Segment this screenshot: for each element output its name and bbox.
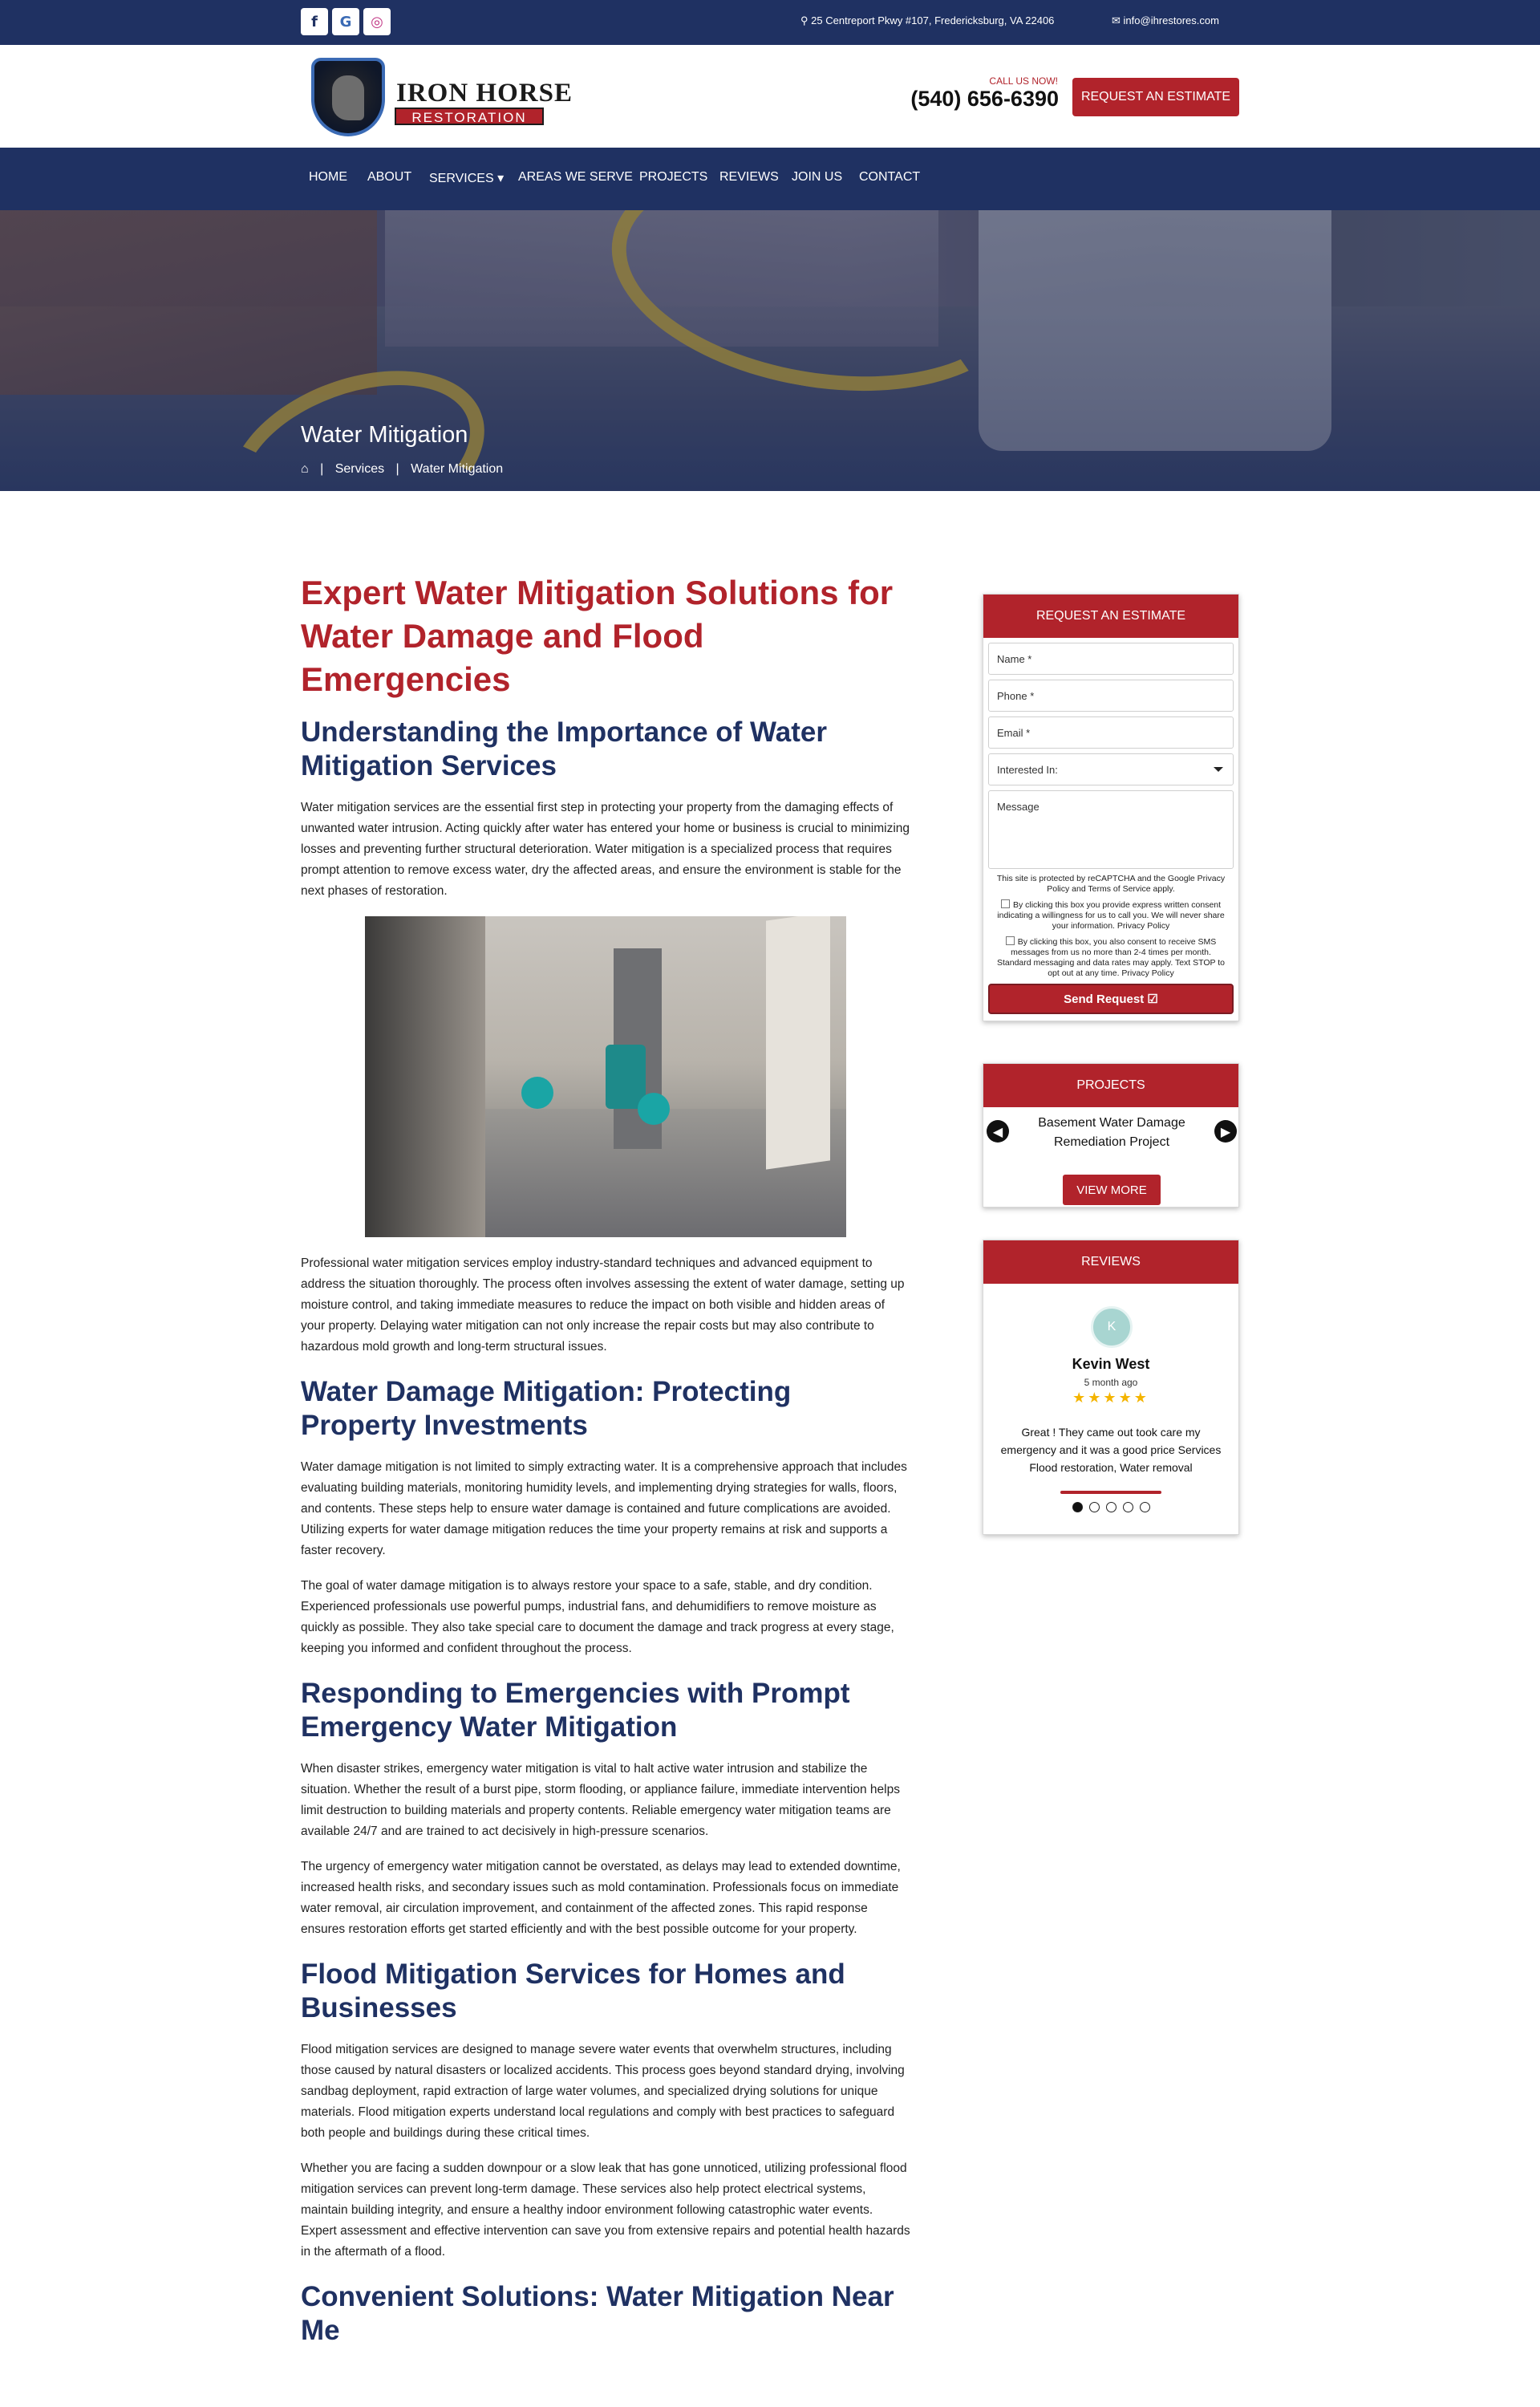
reviews-widget bbox=[983, 1240, 1239, 1535]
breadcrumb-current: Water Mitigation bbox=[411, 462, 504, 476]
carousel-dots bbox=[983, 1500, 1238, 1516]
photo-door bbox=[766, 916, 830, 1170]
sms-consent bbox=[993, 936, 1229, 979]
nav-item-home[interactable]: HOME bbox=[309, 170, 347, 184]
paragraph: The goal of water damage mitigation is to always restore your space to a safe, stable, and dry condition. Experienced professionals use powerful pumps, industrial fans, and dehumidifiers to remove moisture as quickly as possible. They also take special care to document the damage and track progress at every stage, keeping you informed and confident throughout the process. bbox=[301, 1579, 894, 1655]
top-bar bbox=[0, 0, 1540, 45]
carousel-dot[interactable] bbox=[1140, 1502, 1150, 1512]
review-date: 5 month ago bbox=[1084, 1377, 1138, 1388]
email-field[interactable]: Email * bbox=[988, 716, 1234, 749]
horse-shield-logo-icon bbox=[311, 58, 385, 136]
section-heading: Water Damage Mitigation: Protecting Property Investments bbox=[301, 1376, 792, 1441]
logo-wordmark: IRON HORSE bbox=[396, 79, 573, 108]
form-title: REQUEST AN ESTIMATE bbox=[983, 595, 1238, 638]
google-business-icon[interactable]: G bbox=[332, 8, 359, 35]
section-heading: Flood Mitigation Services for Homes and Businesses bbox=[301, 1958, 845, 2023]
phone-field[interactable]: Phone * bbox=[988, 680, 1234, 712]
recaptcha-note: This site is protected by reCAPTCHA and the Google Privacy Policy and Terms of Service apply. bbox=[996, 874, 1226, 894]
email-link[interactable]: ✉ info@ihrestores.com bbox=[1112, 14, 1219, 26]
carousel-dot[interactable] bbox=[1072, 1502, 1083, 1512]
nav-item-about[interactable]: ABOUT bbox=[367, 170, 412, 184]
section-heading: Understanding the Importance of Water Mitigation Services bbox=[301, 716, 827, 781]
phone-link[interactable]: (540) 656-6390 bbox=[910, 87, 1059, 111]
carousel-dot[interactable] bbox=[1123, 1502, 1133, 1512]
home-icon[interactable]: ⌂ bbox=[301, 462, 309, 476]
water-mitigation-photo bbox=[365, 916, 846, 1237]
map-pin-icon: ⚲ bbox=[800, 14, 808, 26]
hero-banner bbox=[0, 210, 1540, 491]
site-header bbox=[0, 45, 1540, 148]
star-rating-icon: ★★★★★ bbox=[1072, 1390, 1149, 1406]
estimate-form bbox=[983, 594, 1239, 1021]
photo-air-mover bbox=[638, 1093, 670, 1125]
sms-consent-label: By clicking this box, you also consent to receive SMS messages from us no more than 2-4 times per month. Standard messaging and data rates may apply. Text STOP to opt out at any time. Privacy Policy bbox=[996, 937, 1226, 978]
hero-overlay bbox=[0, 210, 1540, 491]
photo-air-mover bbox=[521, 1077, 553, 1109]
nav-item-reviews[interactable]: REVIEWS bbox=[719, 170, 779, 184]
breadcrumb-separator: | bbox=[320, 462, 324, 476]
interest-select-label: Interested In: bbox=[997, 764, 1058, 776]
nav-item-services[interactable]: SERVICES ▾ bbox=[429, 172, 505, 185]
photo-wall bbox=[365, 916, 485, 1237]
call-consent-label: By clicking this box you provide express written consent indicating a willingness for us to call you. We will never share your information. Privacy Policy bbox=[997, 900, 1225, 931]
avatar: K bbox=[1091, 1306, 1133, 1348]
carousel-dot[interactable] bbox=[1106, 1502, 1116, 1512]
message-textarea[interactable]: Message bbox=[988, 790, 1234, 869]
send-request-button[interactable]: Send Request ☑ bbox=[988, 984, 1234, 1014]
breadcrumb-separator: | bbox=[395, 462, 399, 476]
breadcrumb bbox=[301, 462, 511, 477]
nav-item-join-us[interactable]: JOIN US bbox=[792, 170, 843, 184]
call-consent bbox=[993, 899, 1229, 932]
logo-subtitle: RESTORATION bbox=[395, 108, 544, 125]
section-heading: Responding to Emergencies with Prompt Emergency Water Mitigation bbox=[301, 1678, 850, 1743]
facebook-icon[interactable]: f bbox=[301, 8, 328, 35]
paragraph: When disaster strikes, emergency water mitigation is vital to halt active water intrusion and stabilize the situation. Whether the result of a burst pipe, storm flooding, or appliance failure, immediate intervention helps limit destruction to building materials and property contents. Reliable emergency water mitigation teams are available 24/7 and are trained to act decisively in high-pressure scenarios. bbox=[301, 1762, 900, 1838]
article bbox=[301, 571, 910, 2362]
instagram-icon[interactable]: ◎ bbox=[363, 8, 391, 35]
section-heading: Convenient Solutions: Water Mitigation Near Me bbox=[301, 2281, 894, 2346]
sms-consent-checkbox[interactable] bbox=[1006, 936, 1015, 945]
projects-title: PROJECTS bbox=[983, 1064, 1238, 1107]
request-estimate-button[interactable]: REQUEST AN ESTIMATE bbox=[1072, 78, 1239, 116]
projects-widget bbox=[983, 1063, 1239, 1208]
view-more-button[interactable]: VIEW MORE bbox=[1063, 1175, 1161, 1205]
envelope-icon: ✉ bbox=[1112, 14, 1121, 26]
carousel-dot[interactable] bbox=[1089, 1502, 1100, 1512]
nav-item-projects[interactable]: PROJECTS bbox=[639, 170, 708, 184]
reviews-title: REVIEWS bbox=[983, 1240, 1238, 1284]
article-heading: Expert Water Mitigation Solutions for Water Damage and Flood Emergencies bbox=[301, 574, 894, 698]
call-consent-checkbox[interactable] bbox=[1001, 899, 1010, 908]
name-field[interactable]: Name * bbox=[988, 643, 1234, 675]
reviewer-name: Kevin West bbox=[1072, 1356, 1150, 1372]
nav-item-areas-we-serve[interactable]: AREAS WE SERVE bbox=[518, 170, 633, 184]
site-logo[interactable] bbox=[302, 53, 573, 141]
paragraph: Whether you are facing a sudden downpour or a slow leak that has gone unnoticed, utilizing professional flood mitigation services can prevent long-term damage. These services also help protect electrical systems, maintain building integrity, and ensure a healthy indoor environment following catastrophic water events. Expert assessment and effective intervention can save you from extensive repairs and potential health hazards in the aftermath of a flood. bbox=[301, 2161, 910, 2259]
chevron-down-icon bbox=[1214, 767, 1223, 772]
paragraph: The urgency of emergency water mitigation cannot be overstated, as delays may lead to extended downtime, increased health risks, and secondary issues such as mold contamination. Professionals focus on immediate water removal, air circulation improvement, and containment of the affected zones. This rapid response ensures restoration efforts get started efficiently and with the best possible outcome for your property. bbox=[301, 1860, 901, 1936]
carousel-prev-icon[interactable]: ◀ bbox=[987, 1120, 1009, 1143]
page-title: Water Mitigation bbox=[301, 422, 468, 448]
interest-select[interactable] bbox=[988, 753, 1234, 785]
paragraph: Water mitigation services are the essential first step in protecting your property from the damaging effects of unwanted water intrusion. Acting quickly after water has entered your home or business is crucial to minimizing losses and preventing further structural deterioration. Water mitigation is a specialized process that requires prompt attention to remove excess water, dry the affected areas, and ensure the environment is stable for the next phases of restoration. bbox=[301, 801, 910, 898]
call-us-label: CALL US NOW! bbox=[989, 75, 1058, 87]
address-text: ⚲ 25 Centreport Pkwy #107, Fredericksburg, VA 22406 bbox=[800, 14, 1055, 26]
review-text: Great ! They came out took care my emergency and it was a good price Services Flood restoration, Water removal bbox=[1000, 1426, 1222, 1474]
carousel-next-icon[interactable]: ▶ bbox=[1214, 1120, 1237, 1143]
project-item-title[interactable]: Basement Water Damage Remediation Project bbox=[1038, 1116, 1185, 1149]
paragraph: Professional water mitigation services employ industry-standard techniques and advanced equipment to address the situation thoroughly. The process often involves assessing the extent of water damage, setting up moisture control, and taking immediate measures to reduce the impact on both visible and hidden areas of your property. Delaying water mitigation can not only increase the repair costs but may also contribute to hazardous mold growth and long-term structural issues. bbox=[301, 1256, 905, 1354]
paragraph: Water damage mitigation is not limited to simply extracting water. It is a comprehensive approach that includes evaluating building materials, monitoring humidity levels, and implementing drying strategies for walls, floors, and contents. These steps help to ensure water damage is contained and future complications are avoided. Utilizing experts for water damage mitigation reduces the time your property remains at risk and supports a faster recovery. bbox=[301, 1460, 907, 1557]
paragraph: Flood mitigation services are designed to manage severe water events that overwhelm structures, including those caused by natural disasters or localized accidents. This process goes beyond standard drying, involving sandbag deployment, rapid extraction of large water volumes, and specialized drying solutions for unique materials. Flood mitigation experts understand local regulations and comply with best practices to safeguard both people and buildings during these critical times. bbox=[301, 2043, 905, 2140]
review-divider bbox=[1060, 1491, 1161, 1494]
nav-item-contact[interactable]: CONTACT bbox=[859, 170, 921, 184]
main-nav bbox=[0, 148, 1540, 210]
breadcrumb-services[interactable]: Services bbox=[334, 462, 385, 476]
